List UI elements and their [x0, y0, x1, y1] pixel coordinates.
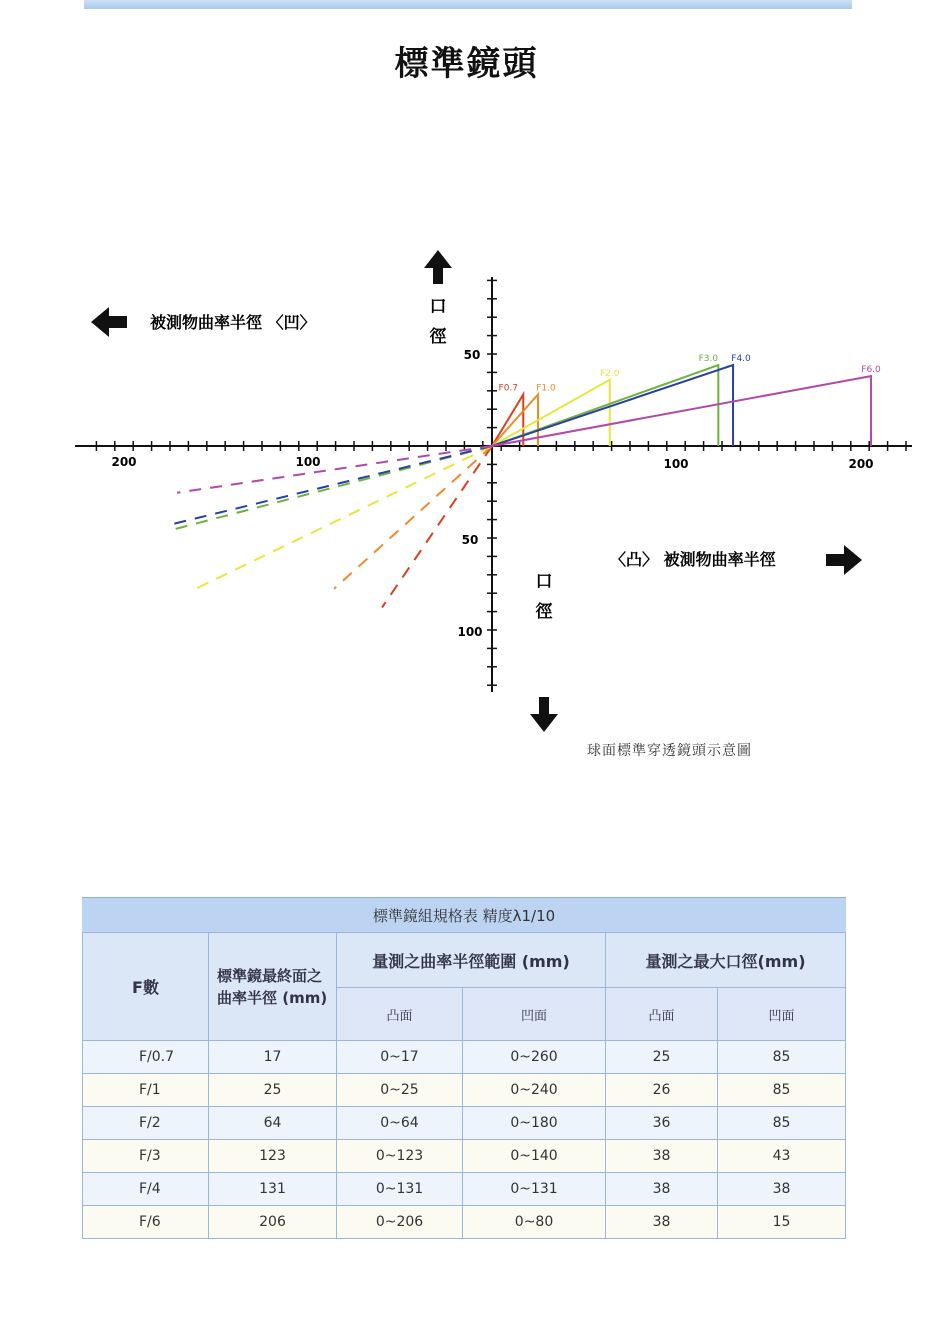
table-row	[83, 1173, 846, 1206]
spec-table-container	[82, 897, 845, 1239]
table-row	[83, 1140, 846, 1173]
diagram-caption: 球面標準穿透鏡頭示意圖	[587, 743, 752, 759]
cell-convex-aperture: 38	[606, 1206, 718, 1239]
y-tick-bottom-100: 100	[457, 625, 483, 639]
cell-concave-aperture: 38	[718, 1173, 846, 1206]
header-radius-range: 量測之曲率半徑範圍 (mm)	[337, 933, 606, 988]
header-final-radius: 標準鏡最終面之曲率半徑 (mm)	[209, 933, 337, 1041]
cell-convex-range: 0~64	[337, 1107, 463, 1140]
header-f-number: F數	[83, 933, 209, 1041]
y-tick-top-50: 50	[463, 348, 481, 362]
x-tick-right-200: 200	[848, 457, 874, 471]
cell-convex-aperture: 38	[606, 1173, 718, 1206]
x-tick-left-200: 200	[111, 455, 137, 469]
header-max-aperture: 量測之最大口徑(mm)	[606, 933, 846, 988]
right-axis-label: 〈凸〉 被測物曲率半徑	[610, 550, 776, 569]
lens-profiles	[172, 354, 881, 607]
cell-final-radius: 206	[209, 1206, 337, 1239]
cell-final-radius: 64	[209, 1107, 337, 1140]
cell-concave-aperture: 85	[718, 1041, 846, 1074]
cell-f-number: F/4	[83, 1173, 209, 1206]
lens-label: F4.0	[731, 354, 751, 365]
aperture-top-char-2: 徑	[429, 327, 447, 347]
arrow-up-icon	[424, 250, 452, 284]
header-aperture-concave: 凹面	[718, 988, 846, 1041]
cell-convex-range: 0~17	[337, 1041, 463, 1074]
aperture-bottom-char-2: 徑	[535, 602, 553, 622]
cell-concave-range: 0~131	[463, 1173, 606, 1206]
lens-label: F3.0	[698, 354, 719, 365]
x-tick-right-100: 100	[663, 457, 689, 471]
cell-concave-range: 0~80	[463, 1206, 606, 1239]
table-row	[83, 1074, 846, 1107]
lens-label: F2.0	[600, 368, 620, 379]
arrow-left-icon	[91, 307, 127, 337]
aperture-top-char-1: 口	[429, 297, 447, 317]
spec-table	[82, 897, 846, 1239]
cell-convex-aperture: 36	[606, 1107, 718, 1140]
cell-f-number: F/3	[83, 1140, 209, 1173]
header-aperture-convex: 凸面	[606, 988, 718, 1041]
lens-label: F1.0	[536, 383, 556, 394]
cell-final-radius: 17	[209, 1041, 337, 1074]
lens-label: F0.7	[498, 383, 519, 394]
cell-convex-aperture: 38	[606, 1140, 718, 1173]
cell-f-number: F/0.7	[83, 1041, 209, 1074]
arrow-down-icon	[530, 697, 558, 732]
cell-convex-range: 0~123	[337, 1140, 463, 1173]
cell-concave-range: 0~180	[463, 1107, 606, 1140]
cell-concave-aperture: 43	[718, 1140, 846, 1173]
cell-f-number: F/6	[83, 1206, 209, 1239]
table-caption: 標準鏡組規格表 精度λ1/10	[82, 897, 846, 932]
lens-label: F6.0	[861, 365, 881, 376]
cell-concave-aperture: 85	[718, 1074, 846, 1107]
table-row	[83, 1206, 846, 1239]
table-row	[83, 1107, 846, 1140]
concave-ray-f1-0	[334, 446, 492, 589]
cell-concave-range: 0~140	[463, 1140, 606, 1173]
cell-concave-aperture: 15	[718, 1206, 846, 1239]
table-row	[83, 1041, 846, 1074]
concave-ray-f0-7	[382, 446, 492, 608]
cell-concave-range: 0~260	[463, 1041, 606, 1074]
cell-convex-aperture: 26	[606, 1074, 718, 1107]
header-range-concave: 凹面	[463, 988, 606, 1041]
aperture-bottom-char-1: 口	[535, 572, 553, 592]
axis-ticks	[96, 280, 906, 685]
cell-concave-range: 0~240	[463, 1074, 606, 1107]
cell-f-number: F/1	[83, 1074, 209, 1107]
page-title: 標準鏡頭	[394, 44, 539, 84]
cell-convex-range: 0~131	[337, 1173, 463, 1206]
y-tick-bottom-50: 50	[461, 533, 479, 547]
arrow-right-icon	[826, 545, 862, 575]
x-tick-left-100: 100	[295, 455, 321, 469]
cell-final-radius: 123	[209, 1140, 337, 1173]
cell-final-radius: 131	[209, 1173, 337, 1206]
cell-final-radius: 25	[209, 1074, 337, 1107]
cell-f-number: F/2	[83, 1107, 209, 1140]
concave-ray-f4-0	[172, 446, 492, 524]
cell-concave-aperture: 85	[718, 1107, 846, 1140]
cell-convex-range: 0~206	[337, 1206, 463, 1239]
cell-convex-range: 0~25	[337, 1074, 463, 1107]
cell-convex-aperture: 25	[606, 1041, 718, 1074]
header-range-convex: 凸面	[337, 988, 463, 1041]
left-axis-label: 被測物曲率半徑 〈凹〉	[150, 313, 316, 332]
